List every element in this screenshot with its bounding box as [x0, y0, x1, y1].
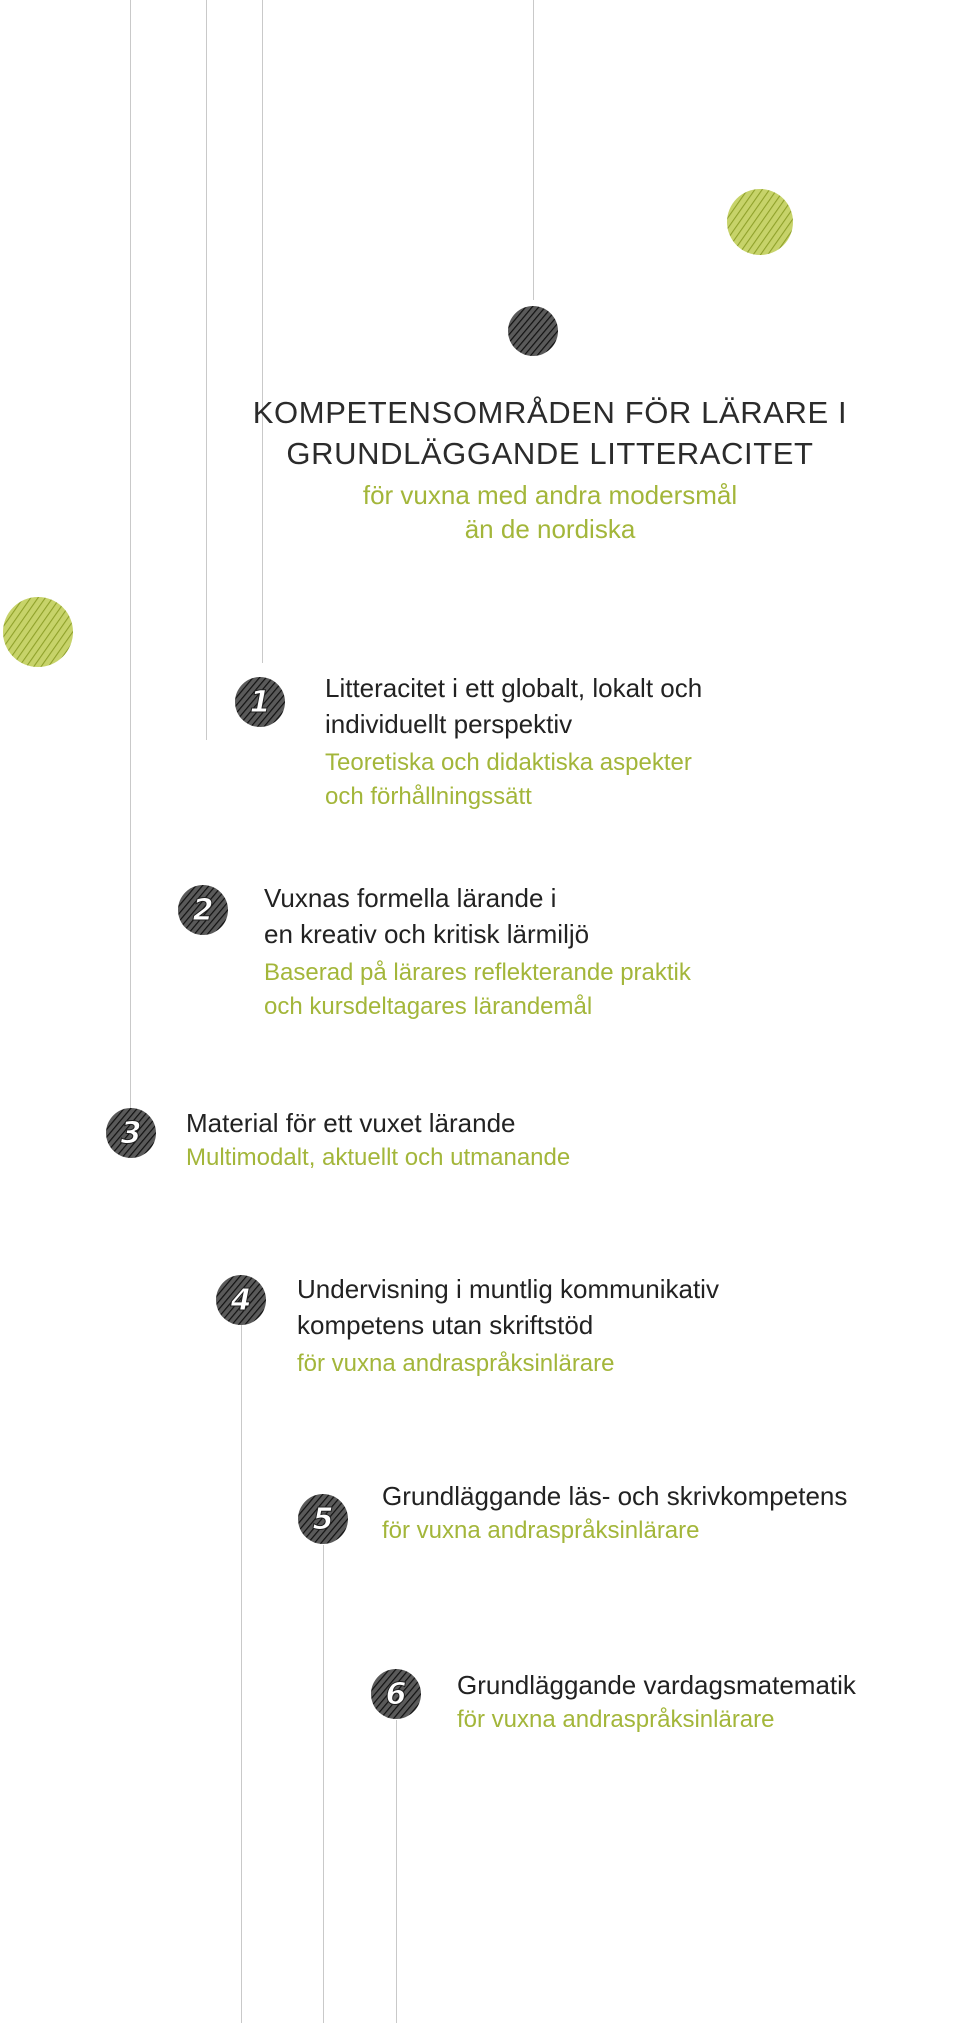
item-subtitle: [264, 956, 924, 1024]
list-item-6: [457, 1667, 957, 1737]
item-heading-line2: individuellt perspektiv: [325, 709, 573, 739]
item-heading-line1: Litteracitet i ett globalt, lokalt och: [325, 673, 703, 703]
item-heading: [325, 670, 945, 742]
number-badge-digit: 3: [120, 1115, 142, 1151]
number-badge-digit: 2: [192, 892, 214, 928]
item-heading-line1: Grundläggande läs- och skrivkompetens: [382, 1481, 848, 1511]
title-sub-line1: för vuxna med andra modersmål: [362, 480, 738, 510]
item-sub-line1: för vuxna andraspråksinlärare: [382, 1517, 700, 1544]
item-sub-line2: och kursdeltagares lärandemål: [264, 993, 593, 1020]
thread-line-bottom-6: [396, 1720, 397, 2023]
thread-line-bottom-4: [241, 1320, 242, 2023]
item-sub-line1: Teoretiska och didaktiska aspekter: [325, 749, 692, 776]
title-sub-line2: än de nordiska: [464, 514, 636, 544]
item-heading-line1: Vuxnas formella lärande i: [264, 883, 557, 913]
item-heading-line2: en kreativ och kritisk lärmiljö: [264, 919, 590, 949]
item-heading-line1: Material för ett vuxet lärande: [186, 1108, 516, 1138]
title-main-line2: GRUNDLÄGGANDE LITTERACITET: [286, 436, 814, 471]
green-dot-icon: [726, 188, 794, 256]
number-badge-digit: 5: [312, 1501, 334, 1537]
title-main-line1: KOMPETENSOMRÅDEN FÖR LÄRARE I: [252, 395, 848, 430]
item-subtitle: [325, 746, 945, 814]
number-badge-1-icon: [234, 676, 286, 728]
item-heading: [457, 1667, 957, 1703]
item-heading-line1: Grundläggande vardagsmatematik: [457, 1670, 856, 1700]
item-subtitle: [382, 1514, 957, 1548]
list-item-4: [297, 1271, 947, 1381]
title-main: [200, 392, 900, 474]
number-badge-4-icon: [215, 1274, 267, 1326]
number-badge-digit: 4: [230, 1282, 252, 1318]
item-sub-line1: för vuxna andraspråksinlärare: [457, 1706, 775, 1733]
item-heading-line2: kompetens utan skriftstöd: [297, 1310, 594, 1340]
thread-line-left-3: [262, 0, 263, 663]
item-sub-line1: Baserad på lärares reflekterande praktik: [264, 959, 691, 986]
green-dot-icon: [2, 596, 74, 668]
list-item-2: [264, 880, 924, 1024]
number-badge-2-icon: [177, 884, 229, 936]
list-item-3: [186, 1105, 906, 1175]
item-sub-line1: Multimodalt, aktuellt och utmanande: [186, 1144, 571, 1171]
list-item-1: [325, 670, 945, 814]
number-badge-5-icon: [297, 1493, 349, 1545]
item-subtitle: [186, 1141, 906, 1175]
thread-line-left-2: [206, 0, 207, 740]
item-subtitle: [297, 1347, 947, 1381]
item-heading-line1: Undervisning i muntlig kommunikativ: [297, 1274, 719, 1304]
item-heading: [382, 1478, 957, 1514]
thread-line-bottom-5: [323, 1545, 324, 2023]
item-heading: [186, 1105, 906, 1141]
number-badge-6-icon: [370, 1668, 422, 1720]
thread-line-left-1: [130, 0, 131, 1140]
dark-dot-icon: [507, 305, 559, 357]
number-badge-digit: 6: [385, 1676, 407, 1712]
item-sub-line2: och förhållningssätt: [325, 783, 532, 810]
number-badge-3-icon: [105, 1107, 157, 1159]
item-heading: [297, 1271, 947, 1343]
item-subtitle: [457, 1703, 957, 1737]
number-badge-digit: 1: [249, 684, 271, 720]
page-title: [200, 392, 900, 546]
title-subtitle: [200, 478, 900, 546]
item-sub-line1: för vuxna andraspråksinlärare: [297, 1350, 615, 1377]
thread-line-top: [533, 0, 534, 300]
item-heading: [264, 880, 924, 952]
list-item-5: [382, 1478, 957, 1548]
